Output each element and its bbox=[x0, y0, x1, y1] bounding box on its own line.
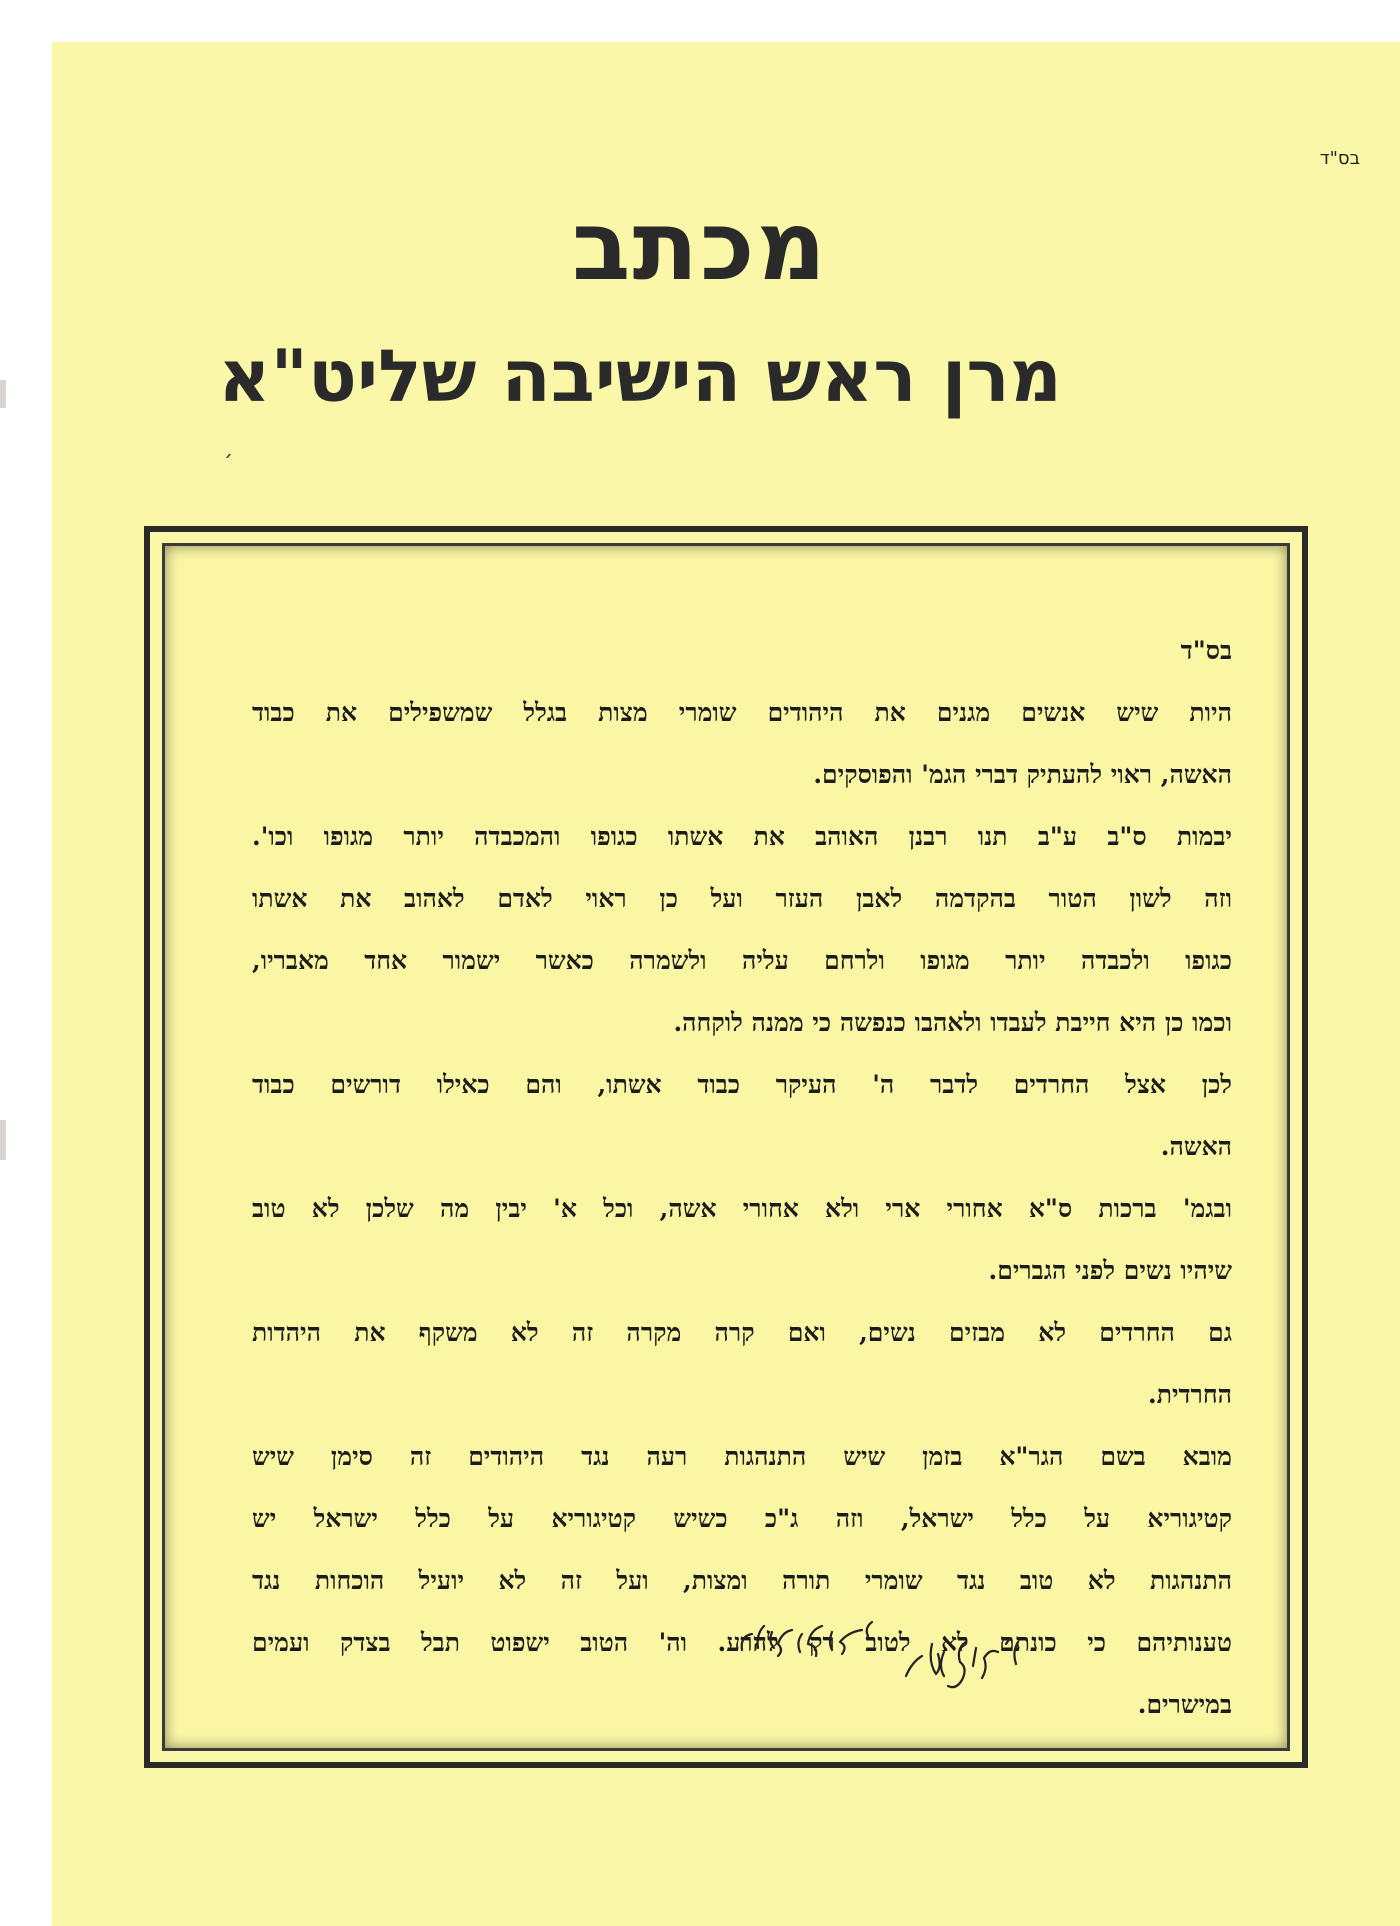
letter-line: מובא בשם הגר"א בזמן שיש התנהגות רעה נגד היהודים זה סימן שיש bbox=[252, 1442, 1232, 1471]
top-bsd-mark: בס"ד bbox=[1319, 148, 1360, 169]
letter-salutation: בס"ד bbox=[1180, 636, 1232, 665]
handwritten-signatures bbox=[626, 1612, 1046, 1704]
letter-line: קטיגוריא על כלל ישראל, וזה ג"כ כשיש קטיגוריא על כלל ישראל יש bbox=[252, 1504, 1232, 1533]
page-subtitle: מרן ראש הישיבה שליט"א bbox=[218, 334, 1062, 418]
letter-line: לכן אצל החרדים לדבר ה' העיקר כבוד אשתו, והם כאילו דורשים כבוד bbox=[252, 1070, 1232, 1099]
letter-body bbox=[252, 620, 1232, 1736]
page-title: מכתב bbox=[572, 190, 828, 302]
letter-line: החרדית. bbox=[1148, 1380, 1232, 1409]
letter-line: וכמו כן היא חייבת לעבדו ולאהבו כנפשה כי ממנה לוקחה. bbox=[673, 1008, 1232, 1037]
letter-line: האשה, ראוי להעתיק דברי הגמ' והפוסקים. bbox=[813, 760, 1232, 789]
letter-line: האשה. bbox=[1160, 1132, 1232, 1161]
letter-line: טענותיהם כי כונתם לא לטוב רק להרע. וה' הטוב ישפוט תבל בצדק ועמים bbox=[252, 1628, 1232, 1657]
letter-line: וזה לשון הטור בהקדמה לאבן העזר ועל כן ראוי לאדם לאהוב את אשתו bbox=[252, 884, 1232, 913]
stray-pen-mark: ´ bbox=[222, 453, 233, 478]
letter-line: ובגמ' ברכות ס"א אחורי ארי ולא אחורי אשה, וכל א' יבין מה שלכן לא טוב bbox=[252, 1194, 1232, 1223]
scan-mark bbox=[0, 1120, 6, 1160]
letter-line: גם החרדים לא מבזים נשים, ואם קרה מקרה זה לא משקף את היהדות bbox=[252, 1318, 1232, 1347]
letter-line: במישרים. bbox=[1137, 1690, 1232, 1719]
letter-line: היות שיש אנשים מגנים את היהודים שומרי מצות בגלל שמשפילים את כבוד bbox=[252, 698, 1232, 727]
letter-line: יבמות ס"ב ע"ב תנו רבנן האוהב את אשתו כגופו והמכבדה יותר מגופו וכו'. bbox=[252, 822, 1232, 851]
letter-line: שיהיו נשים לפני הגברים. bbox=[988, 1256, 1232, 1285]
letter-line: כגופו ולכבדה יותר מגופו ולרחם עליה ולשמרה כאשר ישמור אחד מאבריו, bbox=[252, 946, 1232, 975]
letter-line: התנהגות לא טוב נגד שומרי תורה ומצות, ועל זה לא יועיל הוכחות נגד bbox=[252, 1566, 1232, 1595]
